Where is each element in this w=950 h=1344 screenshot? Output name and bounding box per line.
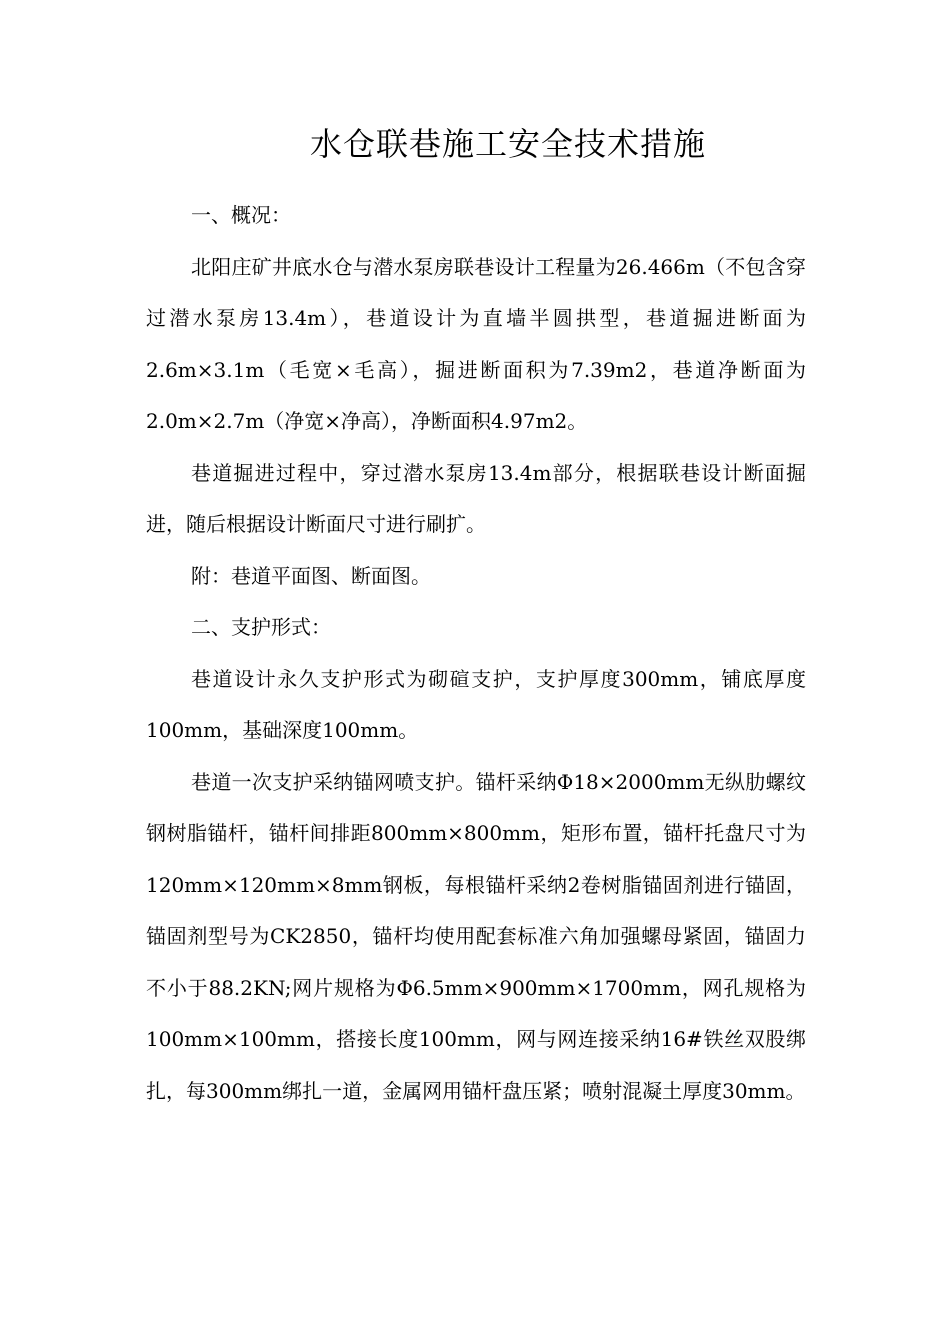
section-heading-support: 二、支护形式： <box>191 615 331 639</box>
paragraph-primary-support: 巷道一次支护采纳锚网喷支护。锚杆采纳Φ18×2000mm无纵肋螺纹钢树脂锚杆，锚杆间排距800mm×800mm，矩形布置，锚杆托盘尺寸为120mm×120mm×8mm钢板，每根锚杆采纳2卷树脂锚固剂进行锚固，锚固剂型号为CK2850，锚杆均使用配套标准六角加强螺母紧固，锚固力不小于88.2KN;网片规格为Φ6.5mm×900mm×1700mm，网孔规格为100mm×100mm，搭接长度100mm，网与网连接采纳16#铁丝双股绑扎，每300mm绑扎一道，金属网用锚杆盘压紧；喷射混凝土厚度30mm。 <box>146 769 806 1103</box>
paragraph-attachment: 附：巷道平面图、断面图。 <box>191 563 431 588</box>
document-body <box>146 190 806 1117</box>
section-heading-overview: 一、概况： <box>191 203 291 227</box>
paragraph-excavation: 巷道掘进过程中，穿过潜水泵房13.4m部分，根据联巷设计断面掘进，随后根据设计断面尺寸进行刷扩。 <box>146 460 806 536</box>
paragraph-overview: 北阳庄矿井底水仓与潜水泵房联巷设计工程量为26.466m（不包含穿过潜水泵房13.4m），巷道设计为直墙半圆拱型，巷道掘进断面为2.6m×3.1m（毛宽×毛高），掘进断面积为7.39m2，巷道净断面为2.0m×2.7m（净宽×净高），净断面积4.97m2。 <box>146 254 806 433</box>
paragraph-permanent-support: 巷道设计永久支护形式为砌碹支护，支护厚度300mm，铺底厚度100mm，基础深度100mm。 <box>146 666 806 742</box>
document-title: 水仓联巷施工安全技术措施 <box>309 125 706 163</box>
